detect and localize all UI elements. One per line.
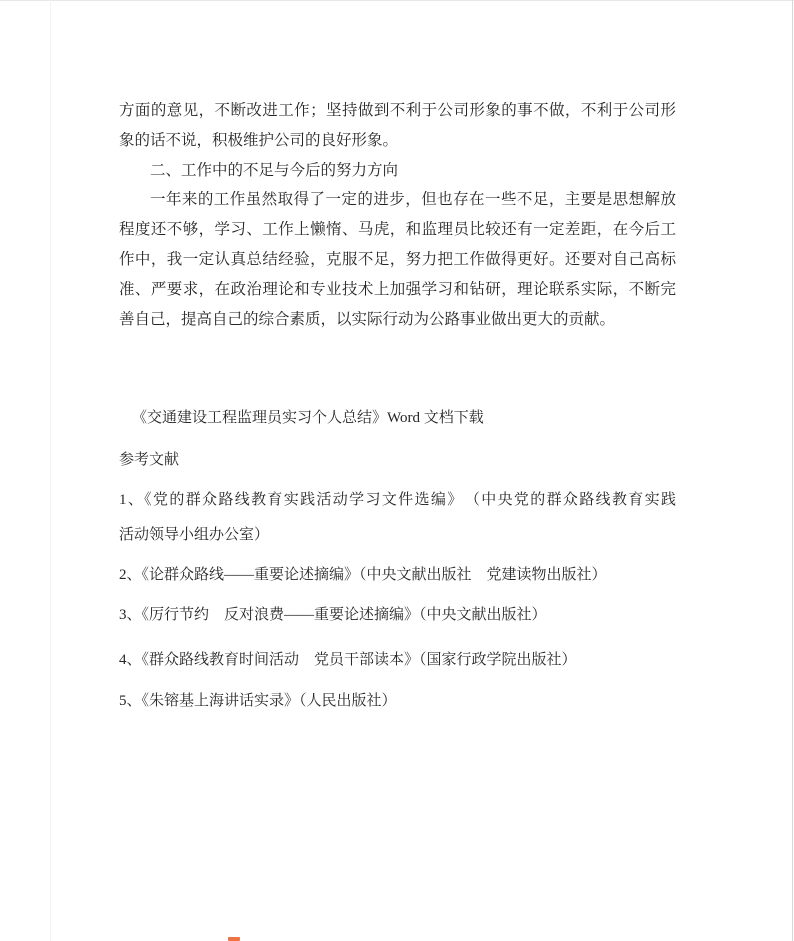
- body-line: 象的话不说，积极维护公司的良好形象。: [119, 131, 399, 149]
- body-line: 方面的意见，不断改进工作；坚持做到不利于公司形象的事不做，不利于公司形: [119, 102, 676, 119]
- body-line: 程度还不够，学习、工作上懒惰、马虎，和监理员比较还有一定差距，在今后工: [119, 221, 676, 239]
- references-heading: 参考文献: [119, 452, 180, 468]
- reference-line: 3、《厉行节约 反对浪费——重要论述摘编》（中央文献出版社）: [119, 607, 547, 623]
- cropped-orange-element: [228, 937, 240, 941]
- reference-line: 1、《党的群众路线教育实践活动学习文件选编》 （中央党的群众路线教育实践: [119, 492, 676, 508]
- reference-line: 5、《朱镕基上海讲话实录》（人民出版社）: [119, 693, 397, 709]
- body-line: 作中，我一定认真总结经验，克服不足，努力把工作做得更好。还要对自己高标: [119, 250, 676, 268]
- body-line: 二、工作中的不足与今后的努力方向: [150, 161, 399, 179]
- reference-line: 4、《群众路线教育时间活动 党员干部读本》（国家行政学院出版社）: [119, 652, 577, 668]
- body-line: 善自己，提高自己的综合素质，以实际行动为公路事业做出更大的贡献。: [119, 310, 616, 328]
- word-download-link[interactable]: 《交通建设工程监理员实习个人总结》Word 文档下载: [132, 410, 484, 426]
- body-line: 准、严要求，在政治理论和专业技术上加强学习和钻研，理论联系实际，不断完: [119, 280, 676, 298]
- page-edge-line-left: [50, 0, 51, 941]
- reference-line: 2、《论群众路线——重要论述摘编》（中央文献出版社 党建读物出版社）: [119, 567, 607, 583]
- reference-line: 活动领导小组办公室）: [119, 527, 270, 543]
- body-block: [119, 96, 676, 334]
- page-content: [119, 0, 676, 941]
- body-line: 一年来的工作虽然取得了一定的进步，但也存在一些不足，主要是思想解放: [150, 191, 676, 209]
- page-edge-line-right: [792, 0, 793, 941]
